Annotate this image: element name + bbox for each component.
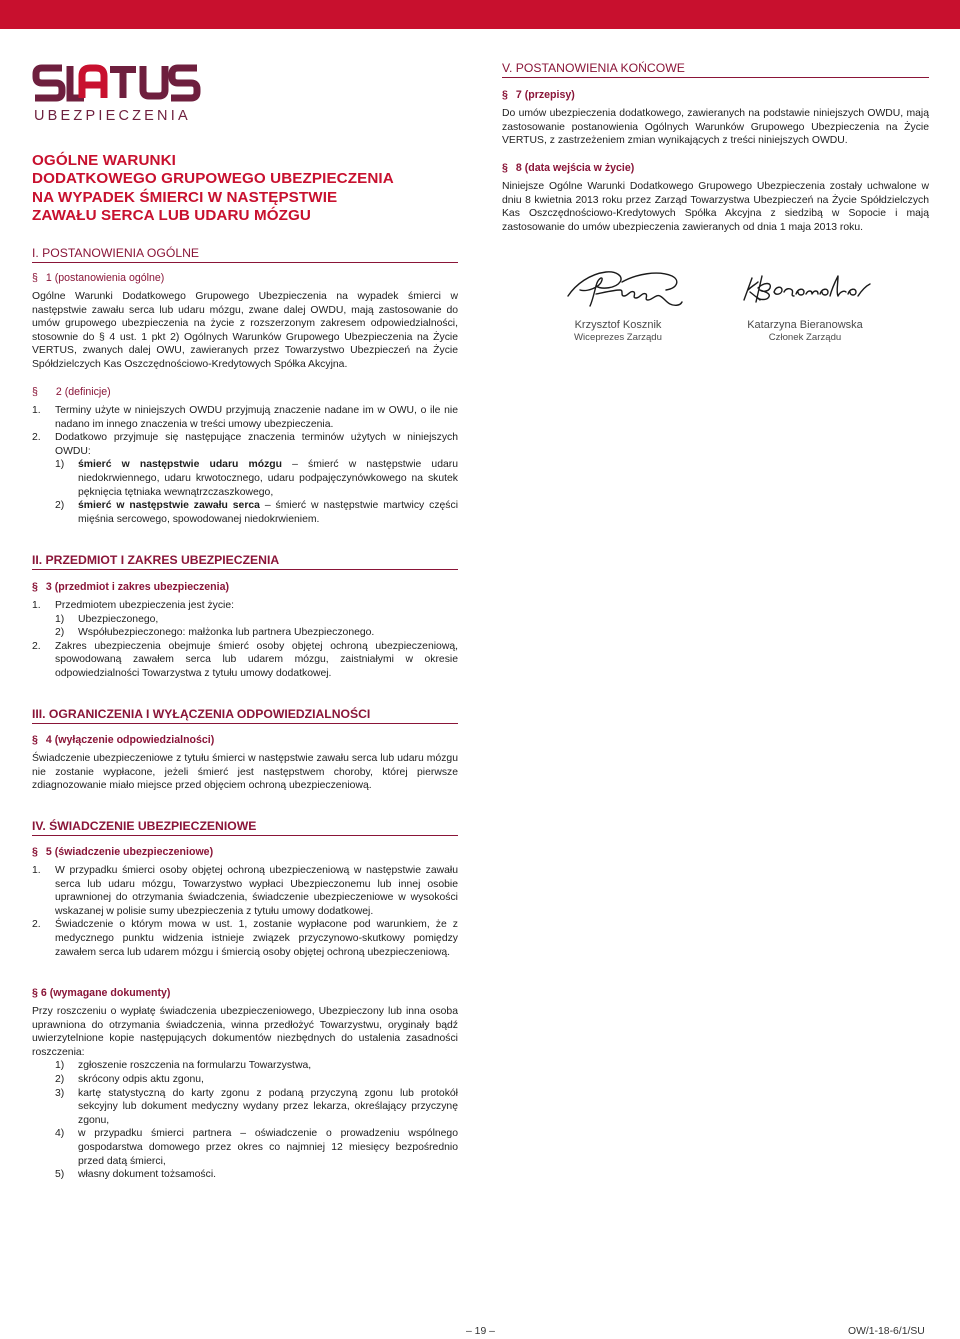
item-text: Ubezpieczonego, xyxy=(78,613,159,625)
paragraph-2-title: 2 (definicje) xyxy=(55,386,111,398)
paragraph-8-text: Niniejsze Ogólne Warunki Dodatkowego Grupowego Ubezpieczenia zostały uchwalone w dniu 8 kwietnia 2013 roku przez Zarząd Towarzystwa Ubezpieczeń na Życie Spółdzielczych Kas Oszczędnościowo-Kredytowych Spółka Akcyjna z siedzibą w Sopocie i mają zastosowanie do umów ubezpieczenia zawieranych od dnia 1 maja 2013 roku. xyxy=(502,181,929,233)
item-text: Zakres ubezpieczenia obejmuje śmierć osoby objętej ochroną ubezpieczeniową, spowodowaną zawałem serca lub udarem mózgu, zaistniałymi w okresie odpowiedzialności Towarzystwa z tytułu umowy dodatkowej. xyxy=(55,640,458,679)
item-number: 4) xyxy=(55,1128,65,1140)
documents-block xyxy=(32,1005,458,1182)
subject-list xyxy=(32,599,458,681)
section-sign: § xyxy=(502,89,508,101)
saltus-logo xyxy=(32,62,222,126)
logo-tagline: UBEZPIECZENIA xyxy=(34,108,191,124)
paragraph-8-heading xyxy=(502,161,634,175)
list-item xyxy=(32,431,458,458)
definition: – śmierć w następstwie martwicy części mięśnia sercowego, spowodowanej niedokrwieniem. xyxy=(78,500,458,525)
list-item xyxy=(32,640,458,681)
item-number: 2) xyxy=(55,627,65,639)
paragraph-7-title: 7 (przepisy) xyxy=(515,89,575,101)
paragraph-7-heading xyxy=(502,88,575,102)
section-sign: § xyxy=(32,581,38,593)
item-number: 2) xyxy=(55,500,65,512)
paragraph-6-intro: Przy roszczeniu o wypłatę świadczenia ubezpieczeniowego, Ubezpieczony lub inna osoba uprawniona do otrzymania świadczenia, winna przedłożyć Towarzystwu, oryginały bądź uwierzytelnione kopie następujących dokumentów niezbędnych do ustalenia zasadności roszczenia: xyxy=(32,1006,458,1058)
list-item xyxy=(32,918,458,959)
item-number: 1) xyxy=(55,459,65,471)
defined-term: śmierć w następstwie zawału serca xyxy=(78,500,260,512)
list-item xyxy=(32,864,458,918)
item-text: Współubezpieczonego: małżonka lub partnera Ubezpieczonego. xyxy=(78,627,375,639)
paragraph-5-heading xyxy=(32,845,213,859)
paragraph-8-title: 8 (data wejścia w życie) xyxy=(515,162,635,174)
list-item xyxy=(55,1127,458,1168)
page-number: – 19 – xyxy=(466,1326,495,1337)
paragraph-3-title: 3 (przedmiot i zakres ubezpieczenia) xyxy=(45,581,229,593)
paragraph-4-heading xyxy=(32,733,214,747)
definition: – śmierć w następstwie udaru niedokrwiennego, udaru krwotocznego, udaru podpajęczynówkowego na skutek pęknięcia tętniaka wewnątrzczaszkowego, xyxy=(78,459,458,498)
paragraph-1-text: Ogólne Warunki Dodatkowego Grupowego Ubezpieczenia na wypadek śmierci w następstwie zawału serca lub udaru mózgu, zwane dalej OWDU, mają zastosowanie do umów grupowego ubezpieczenia na życie z rozszerzonym zakresem odpowiedzialności, stosownie do § 4 ust. 1 pkt 2) Ogólnych Warunków Grupowego Ubezpieczenia na Życie VERTUS, zwanych dalej OWU, zawieranych przez Towarzystwo Ubezpieczeń na Życie Spółdzielczych Kas Oszczędnościowo-Kredytowych Spółka Akcyjna. xyxy=(32,291,458,370)
section-heading-subject: II. PRZEDMIOT I ZAKRES UBEZPIECZENIA xyxy=(32,553,458,570)
item-text: Świadczenie o którym mowa w ust. 1, zostanie wypłacone pod warunkiem, że z medycznego punktu widzenia istnieje związek przyczynowo-skutkowy pomiędzy zawałem serca lub udarem mózgu i śmiercią osoby objętej ochroną ubezpieczeniową. xyxy=(55,919,458,958)
title-line-3: NA WYPADEK ŚMIERCI W NASTĘPSTWIE xyxy=(32,188,338,206)
item-text: Przedmiotem ubezpieczenia jest życie: xyxy=(55,600,235,611)
item-text: własny dokument tożsamości. xyxy=(78,1169,217,1181)
paragraph-3-heading xyxy=(32,580,229,594)
item-number: 2. xyxy=(32,640,41,652)
paragraph-6-heading xyxy=(32,986,170,1000)
section-sign: § xyxy=(502,162,508,174)
item-number: 1. xyxy=(32,600,41,611)
section-sign: § xyxy=(32,272,38,284)
item-number: 3) xyxy=(55,1087,65,1099)
signature-image-2 xyxy=(740,270,874,306)
paragraph-2-heading xyxy=(32,385,111,399)
section-sign: § xyxy=(32,734,38,746)
section-heading-benefit: IV. ŚWIADCZENIE UBEZPIECZENIOWE xyxy=(32,819,458,836)
list-item xyxy=(32,599,458,613)
title-line-2: DODATKOWEGO GRUPOWEGO UBEZPIECZENIA xyxy=(32,170,394,188)
list-item xyxy=(55,1073,458,1087)
list-item xyxy=(55,626,458,640)
item-text: Dodatkowo przyjmuje się następujące znaczenia terminów użytych w niniejszych OWDU: xyxy=(55,432,458,457)
section-heading-exclusions: III. OGRANICZENIA I WYŁĄCZENIA ODPOWIEDZIALNOŚCI xyxy=(32,707,458,724)
item-number: 1) xyxy=(55,1060,65,1072)
item-number: 1. xyxy=(32,865,41,876)
paragraph-7-text: Do umów ubezpieczenia dodatkowego, zawieranych na podstawie niniejszych OWDU, mają zastosowanie postanowienia Ogólnych Warunków Grupowego Ubezpieczenia na Życie VERTUS, z zastrzeżeniem zmian wynikających z treści niniejszych OWDU. xyxy=(502,108,929,147)
item-text: kartę statystyczną do karty zgonu z podaną przyczyną zgonu lub protokół sekcyjny lub dokument medyczny wydany przez lekarza, określający przyczynę zgonu, xyxy=(78,1087,458,1126)
list-item xyxy=(55,458,458,499)
section-sign: § xyxy=(32,987,38,999)
item-text: skrócony odpis aktu zgonu, xyxy=(78,1073,204,1085)
section-sign: § xyxy=(32,386,38,398)
signatory-name: Krzysztof Kosznik xyxy=(574,319,662,331)
paragraph-4-text: Świadczenie ubezpieczeniowe z tytułu śmierci w następstwie zawału serca lub udaru mózgu nie zostanie wypłacone, jeżeli śmierć jest następstwem choroby, której pierwsze zdiagnozowanie miało miejsce przed objęciem ochroną ubezpieczeniową. xyxy=(32,753,458,792)
defined-term: śmierć w następstwie udaru mózgu xyxy=(78,459,282,471)
section-sign: § xyxy=(32,846,38,858)
signature-block-2 xyxy=(738,318,872,344)
signatory-role: Członek Zarządu xyxy=(768,332,842,343)
signatory-role: Wiceprezes Zarządu xyxy=(574,332,662,343)
item-text: w przypadku śmierci partnera – oświadczenie o prowadzeniu wspólnego gospodarstwa domowego przez okres co najmniej 12 miesięcy bezpośrednio przed datą śmierci, xyxy=(78,1128,458,1167)
list-item xyxy=(55,1059,458,1073)
list-item xyxy=(55,613,458,627)
documents-list xyxy=(32,1059,458,1181)
list-item xyxy=(55,1087,458,1128)
subject-sublist xyxy=(32,613,458,640)
item-number: 1. xyxy=(32,405,41,416)
item-text: Terminy użyte w niniejszych OWDU przyjmują znaczenie nadane im w OWU, o ile nie nadano im innego znaczenia w treści umowy ubezpieczenia. xyxy=(55,405,458,430)
list-item xyxy=(55,1168,458,1182)
document-title xyxy=(32,152,452,226)
signatory-name: Katarzyna Bieranowska xyxy=(747,319,863,331)
list-item xyxy=(32,404,458,431)
paragraph-6-title: 6 (wymagane dokumenty) xyxy=(40,987,171,999)
paragraph-5-title: 5 (świadczenie ubezpieczeniowe) xyxy=(45,846,214,858)
paragraph-4-title: 4 (wyłączenie odpowiedzialności) xyxy=(45,734,215,746)
benefit-list xyxy=(32,864,458,959)
definitions-sublist xyxy=(32,458,458,526)
paragraph-1-heading xyxy=(32,271,164,285)
item-text: zgłoszenie roszczenia na formularzu Towarzystwa, xyxy=(78,1060,312,1072)
paragraph-1-title: 1 (postanowienia ogólne) xyxy=(45,272,165,284)
title-line-4: ZAWAŁU SERCA LUB UDARU MÓZGU xyxy=(32,207,311,225)
item-text xyxy=(78,458,458,499)
document-code: OW/1-18-6/1/SU xyxy=(848,1326,925,1337)
definitions-list xyxy=(32,404,458,526)
section-heading-final: V. POSTANOWIENIA KOŃCOWE xyxy=(502,61,929,78)
item-number: 1) xyxy=(55,613,65,625)
title-line-1: OGÓLNE WARUNKI xyxy=(32,152,176,169)
item-text xyxy=(78,499,458,526)
item-number: 2) xyxy=(55,1073,65,1085)
item-text: W przypadku śmierci osoby objętej ochroną ubezpieczeniową w następstwie zawału serca lub udaru mózgu, Towarzystwo wypłaci Ubezpieczonemu lub innej osobie uprawnionej do otrzymania świadczenia, świadczenie ubezpieczeniowe w wysokości wskazanej w polisie sumy ubezpieczenia z tytułu umowy dodatkowej. xyxy=(55,865,458,917)
item-number: 2. xyxy=(32,919,41,931)
list-item xyxy=(55,499,458,526)
signature-block-1 xyxy=(562,318,674,344)
item-number: 2. xyxy=(32,432,41,444)
item-number: 5) xyxy=(55,1169,65,1181)
top-color-bar xyxy=(0,0,960,29)
section-heading-general: I. POSTANOWIENIA OGÓLNE xyxy=(32,246,458,263)
signature-image-1 xyxy=(562,262,686,314)
